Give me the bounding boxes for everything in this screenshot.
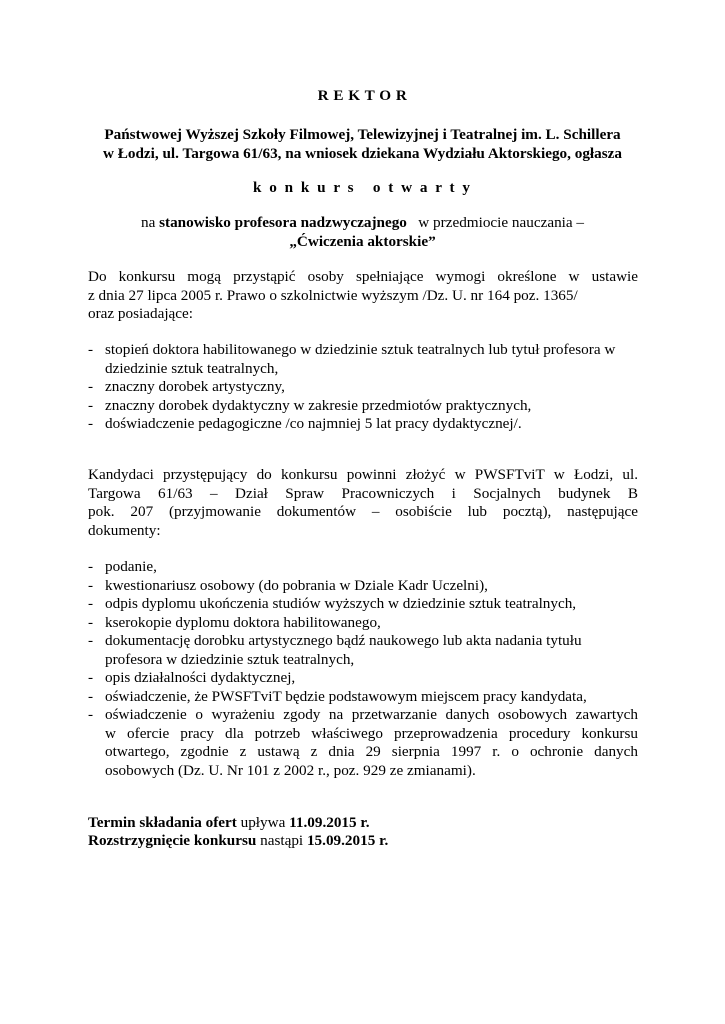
deadline-verb: upływa: [236, 814, 290, 831]
deadline-date: 11.09.2015 r.: [289, 814, 370, 831]
position-paragraph: [60, 214, 665, 251]
documents-list: [88, 558, 638, 780]
document-5-line-1: dokumentację dorobku artystycznego bądź naukowego lub akta nadania tytułu: [105, 632, 582, 649]
position-line: [60, 214, 665, 233]
intro-line-2: w Łodzi, ul. Targowa 61/63, na wniosek dziekana Wydziału Aktorskiego, ogłasza: [103, 144, 622, 162]
dash-bullet: -: [88, 669, 94, 686]
dash-bullet: -: [88, 576, 94, 594]
requirements-list: [88, 341, 648, 434]
document-1: podanie,: [105, 558, 157, 575]
dash-bullet: -: [88, 595, 94, 612]
document-7: oświadczenie, że PWSFTviT będzie podstawowym miejscem pracy kandydata,: [105, 687, 587, 705]
document-2: kwestionariusz osobowy (do pobrania w Dziale Kadr Uczelni),: [105, 576, 488, 594]
candidates-intro-line-1: Kandydaci przystępujący do konkursu powinni złożyć w PWSFTviT w Łodzi, ul.: [88, 466, 638, 483]
requirements-intro-line-3: oraz posiadające:: [88, 305, 193, 322]
dash-bullet: -: [88, 632, 94, 649]
requirement-1-line-1: stopień doktora habilitowanego w dziedzinie sztuk teatralnych lub tytuł profesora w: [105, 341, 616, 358]
requirement-4: doświadczenie pedagogiczne /co najmniej 5 lat pracy dydaktycznej/.: [105, 415, 522, 432]
document-8-line-4: osobowych (Dz. U. Nr 101 z 2002 r., poz. 929 ze zmianami).: [105, 761, 476, 779]
position-title: stanowisko profesora nadzwyczajnego: [159, 214, 407, 231]
document-8-line-1: oświadczenie o wyrażeniu zgody na przetwarzanie danych osobowych zawartych: [105, 706, 638, 723]
list-item: [88, 706, 638, 780]
dash-bullet: -: [88, 378, 94, 395]
list-item: [88, 595, 638, 614]
list-item: [88, 614, 638, 633]
document-5-line-2: profesora w dziedzinie sztuk teatralnych,: [105, 650, 355, 668]
dash-bullet: -: [88, 687, 94, 705]
requirement-2: znaczny dorobek artystyczny,: [105, 378, 285, 395]
resolution-verb: nastąpi: [256, 832, 307, 849]
position-suffix: w przedmiocie nauczania –: [406, 214, 585, 231]
list-item: [88, 397, 648, 416]
requirements-intro-line-1: Do konkursu mogą przystąpić osoby spełniające wymogi określone w ustawie: [88, 268, 638, 285]
intro-line-1: Państwowej Wyższej Szkoły Filmowej, Telewizyjnej i Teatralnej im. L. Schillera: [104, 126, 621, 143]
document-4: kserokopie dyplomu doktora habilitowanego,: [105, 613, 381, 631]
deadline-label: Termin składania ofert: [88, 814, 237, 831]
list-item: [88, 632, 638, 669]
candidates-intro-line-3: pok. 207 (przyjmowanie dokumentów – osobiście lub pocztą), następujące: [88, 503, 638, 520]
dash-bullet: -: [88, 706, 94, 723]
list-item: [88, 341, 648, 378]
resolution-label: Rozstrzygnięcie konkursu: [88, 832, 257, 849]
dash-bullet: -: [88, 341, 94, 358]
document-8-line-2: w ofercie pracy dla potrzeb właściwego przeprowadzenia procedury konkursu: [105, 724, 638, 742]
candidates-intro: [88, 466, 638, 540]
document-heading: R E K T O R: [317, 87, 408, 104]
dash-bullet: -: [88, 558, 94, 575]
intro-paragraph: [60, 126, 665, 163]
document-6: opis działalności dydaktycznej,: [105, 669, 296, 686]
list-item: [88, 378, 648, 397]
document-3: odpis dyplomu ukończenia studiów wyższych w dziedzinie sztuk teatralnych,: [105, 595, 577, 612]
list-item: [88, 415, 648, 434]
dash-bullet: -: [88, 415, 94, 432]
deadline-line: [88, 814, 638, 833]
resolution-line: [88, 832, 638, 851]
list-item: [88, 577, 638, 596]
candidates-intro-line-4: dokumenty:: [88, 521, 161, 539]
requirements-intro: [88, 268, 638, 324]
resolution-date: 15.09.2015 r.: [306, 832, 389, 849]
position-prefix: na: [140, 214, 160, 231]
dash-bullet: -: [88, 396, 94, 414]
list-item: [88, 688, 638, 707]
requirements-intro-line-2: z dnia 27 lipca 2005 r. Prawo o szkolnictwie wyższym /Dz. U. nr 164 poz. 1365/: [88, 286, 578, 304]
list-item: [88, 669, 638, 688]
candidates-intro-line-2: Targowa 61/63 – Dział Spraw Pracowniczych i Socjalnych budynek B: [88, 484, 638, 502]
document-8-line-3: otwartego, zgodnie z ustawą z dnia 29 sierpnia 1997 r. o ochronie danych: [105, 743, 638, 760]
dash-bullet: -: [88, 613, 94, 631]
requirement-1-line-2: dziedzinie sztuk teatralnych,: [105, 359, 279, 377]
requirement-3: znaczny dorobek dydaktyczny w zakresie przedmiotów praktycznych,: [105, 396, 532, 414]
position-subject: „Ćwiczenia aktorskie”: [289, 232, 436, 250]
list-item: [88, 558, 638, 577]
konkurs-title: k o n k u r s o t w a r t y: [252, 179, 473, 196]
